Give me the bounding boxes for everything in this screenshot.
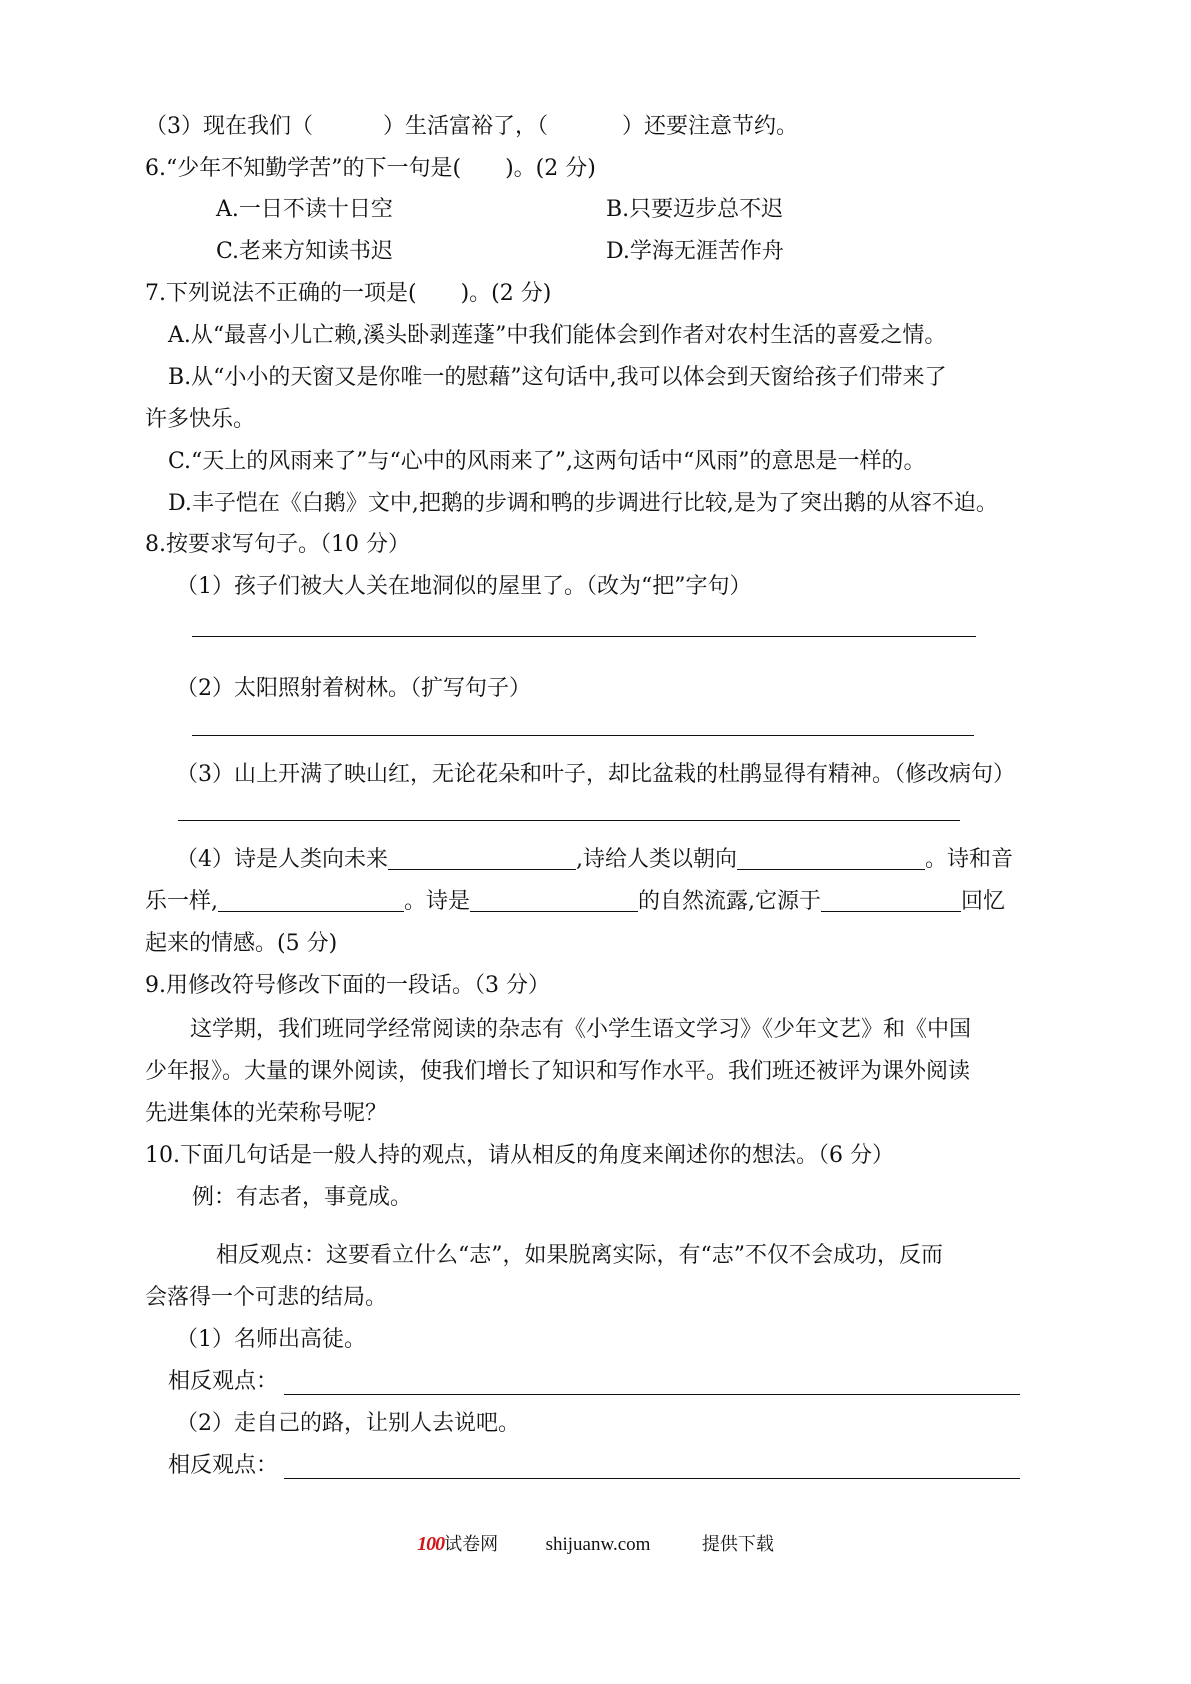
q8-item2: （2）太阳照射着树林。（扩写句子） xyxy=(176,676,531,701)
q8-item4-text4: 乐一样, xyxy=(145,889,218,914)
q6-option-c[interactable]: C.老来方知读书迟 xyxy=(216,239,394,264)
q8-item4-line3: 起来的情感。(5 分) xyxy=(145,931,338,956)
q7-stem: 7.下列说法不正确的一项是( )。(2 分) xyxy=(145,281,552,306)
q10-example-answer-line1: 相反观点：这要看立什么“志”，如果脱离实际，有“志”不仅不会成功，反而 xyxy=(216,1243,943,1268)
q9-passage-line1: 这学期，我们班同学经常阅读的杂志有《小学生语文学习》《少年文艺》和《中国 xyxy=(190,1017,972,1042)
q6-option-b[interactable]: B.只要迈步总不迟 xyxy=(606,197,784,222)
q10-item2: （2）走自己的路，让别人去说吧。 xyxy=(176,1411,520,1436)
q5-item3-middle: ）生活富裕了，（ xyxy=(383,114,549,139)
q6-stem: 6.“少年不知勤学苦”的下一句是( )。(2 分) xyxy=(145,156,596,181)
q8-item3-answer-line[interactable] xyxy=(178,820,960,821)
q5-item3 xyxy=(145,112,798,142)
q7-option-c[interactable]: C.“天上的风雨来了”与“心中的风雨来了”,这两句话中“风雨”的意思是一样的。 xyxy=(168,449,926,474)
q10-item1-answer-line[interactable] xyxy=(284,1394,1020,1395)
q8-item4-text7: 回忆 xyxy=(961,889,1006,914)
q8-item4-line2 xyxy=(145,887,1005,917)
q8-item4-text1: （4）诗是人类向未来 xyxy=(176,847,388,872)
q10-item2-answer-line[interactable] xyxy=(284,1478,1020,1479)
q8-item3: （3）山上开满了映山红，无论花朵和叶子，却比盆栽的杜鹃显得有精神。（修改病句） xyxy=(176,762,1015,787)
q9-stem: 9.用修改符号修改下面的一段话。（3 分） xyxy=(145,973,550,998)
q8-item4-blank2[interactable] xyxy=(737,847,925,870)
q8-item4-text6: 的自然流露,它源于 xyxy=(638,889,822,914)
q8-item4-text2: ,诗给人类以朝向 xyxy=(576,847,737,872)
q8-item1-answer-line[interactable] xyxy=(192,636,976,637)
q9-passage-line3: 先进集体的光荣称号呢？ xyxy=(145,1101,388,1126)
footer xyxy=(0,1530,1191,1556)
q7-option-d[interactable]: D.丰子恺在《白鹅》文中,把鹅的步调和鸭的步调进行比较,是为了突出鹅的从容不迫。 xyxy=(168,491,998,516)
q7-option-a[interactable]: A.从“最喜小儿亡赖,溪头卧剥莲蓬”中我们能体会到作者对农村生活的喜爱之情。 xyxy=(168,323,947,348)
q8-item4-line1 xyxy=(176,845,1013,875)
site-url[interactable]: shijuanw.com xyxy=(545,1534,651,1555)
q8-stem: 8.按要求写句子。（10 分） xyxy=(145,532,410,557)
q6-option-d[interactable]: D.学海无涯苦作舟 xyxy=(606,239,784,264)
q10-example: 例：有志者，事竟成。 xyxy=(192,1185,413,1210)
q8-item4-blank1[interactable] xyxy=(388,847,576,870)
q10-item1: （1）名师出高徒。 xyxy=(176,1327,366,1352)
q8-item2-answer-line[interactable] xyxy=(192,735,974,736)
q10-example-answer-line2: 会落得一个可悲的结局。 xyxy=(145,1285,388,1310)
q8-item4-blank5[interactable] xyxy=(821,889,961,912)
q10-item1-label: 相反观点： xyxy=(168,1369,279,1394)
q8-item4-text3: 。诗和音 xyxy=(925,847,1014,872)
site-logo xyxy=(417,1530,498,1556)
logo-text: 试卷网 xyxy=(444,1534,499,1555)
q5-item3-suffix: ）还要注意节约。 xyxy=(622,114,799,139)
q6-option-a[interactable]: A.一日不读十日空 xyxy=(216,197,393,222)
logo-number: 100 xyxy=(417,1533,445,1555)
q7-option-b-cont: 许多快乐。 xyxy=(145,407,256,432)
q5-item3-prefix: （3）现在我们（ xyxy=(145,114,313,139)
q8-item4-blank4[interactable] xyxy=(470,889,638,912)
q8-item1: （1）孩子们被大人关在地洞似的屋里了。（改为“把”字句） xyxy=(176,574,752,599)
q7-option-b[interactable]: B.从“小小的天窗又是你唯一的慰藉”这句话中,我可以体会到天窗给孩子们带来了 xyxy=(168,365,947,390)
download-note: 提供下载 xyxy=(701,1534,774,1555)
q8-item4-blank3[interactable] xyxy=(218,889,404,912)
q10-item2-label: 相反观点： xyxy=(168,1453,279,1478)
q10-stem: 10.下面几句话是一般人持的观点，请从相反的角度来阐述你的想法。（6 分） xyxy=(145,1143,894,1168)
q8-item4-text5: 。诗是 xyxy=(404,889,471,914)
q9-passage-line2: 少年报》。大量的课外阅读，使我们增长了知识和写作水平。我们班还被评为课外阅读 xyxy=(145,1059,971,1084)
